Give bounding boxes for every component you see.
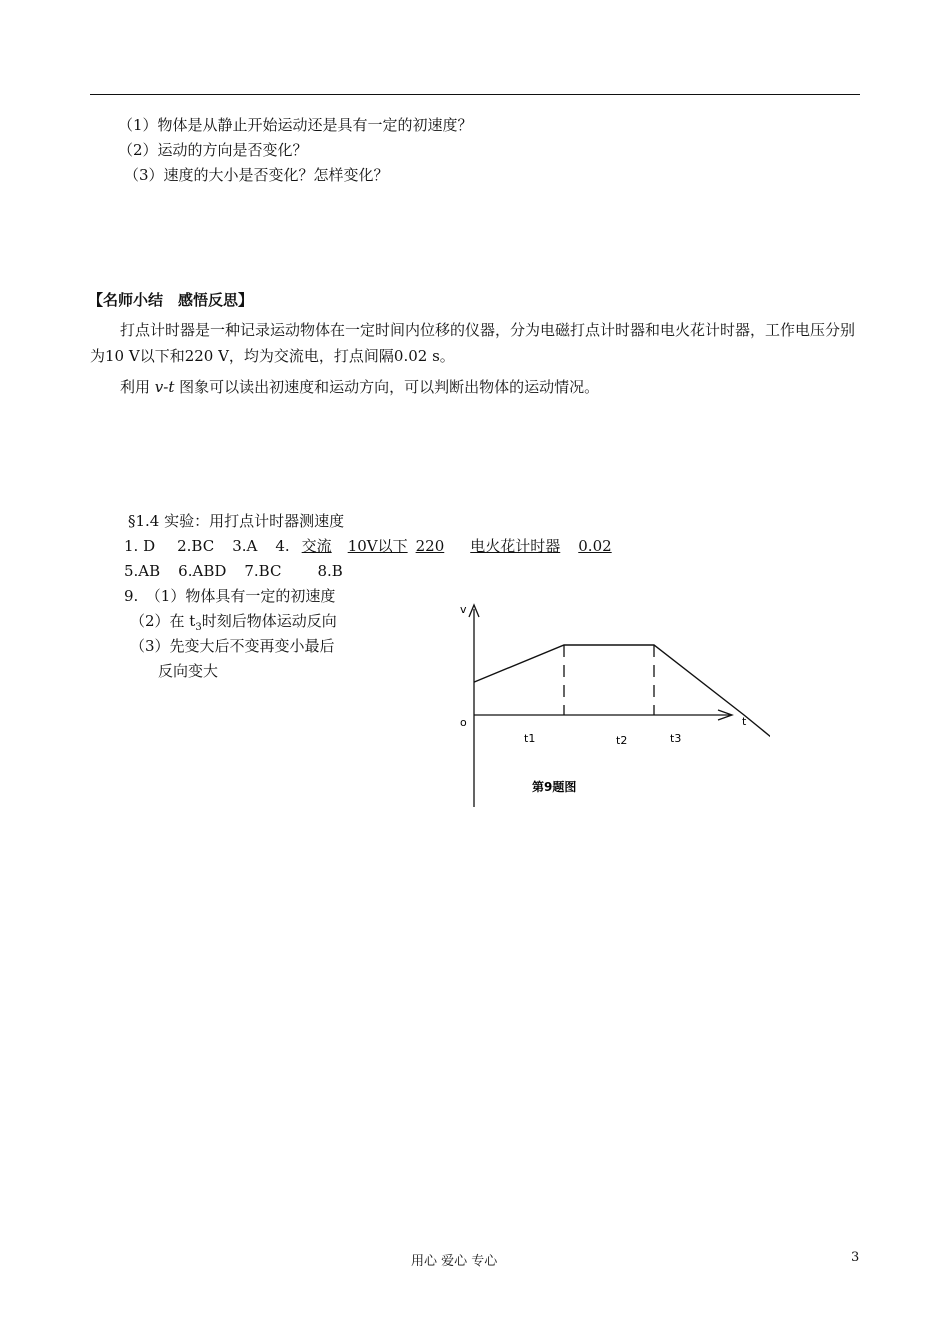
summary-heading: 【名师小结 感悟反思】 [88, 291, 254, 309]
answer-9-line-2 [130, 611, 337, 638]
t2-label: t2 [616, 734, 628, 747]
answer-4-blank-4: 电火花计时器 [470, 537, 561, 555]
answer-4-blank-2: 10V以下 [347, 537, 408, 555]
vt-curve [474, 645, 770, 744]
answer-9-line-3: （3）先变大后不变再变小最后 [130, 637, 335, 655]
answers-section-title: §1.4 实验：用打点计时器测速度 [128, 512, 345, 530]
answer-4-blank-5: 0.02 [578, 537, 612, 555]
answer-5: 5.AB [124, 562, 161, 580]
answer-6: 6.ABD [178, 562, 227, 580]
para2-suffix: 图象可以读出初速度和运动方向，可以判断出物体的运动情况。 [174, 378, 600, 396]
y-axis-label: v [460, 603, 467, 616]
answer-9-line-2-pre: （2）在 t [130, 612, 196, 630]
vt-symbol: v-t [154, 378, 175, 396]
question-3: （3）速度的大小是否变化？怎样变化？ [124, 166, 389, 184]
figure-caption: 第9题图 [532, 780, 577, 794]
summary-paragraph-1: 打点计时器是一种记录运动物体在一定时间内位移的仪器，分为电磁打点计时器和电火花计时器，工作电压分别为10 V以下和220 V，均为交流电，打点间隔0.02 s。 [90, 321, 856, 365]
origin-label: o [460, 716, 467, 729]
answer-2: 2.BC [177, 537, 215, 555]
summary-paragraph-2 [120, 377, 599, 397]
answer-4-lead: 4. [275, 537, 290, 555]
vt-graph-figure [440, 595, 770, 815]
answers-row-2 [124, 561, 343, 581]
answer-8: 8.B [317, 562, 343, 580]
answer-7: 7.BC [244, 562, 282, 580]
answer-1: 1. D [124, 537, 156, 555]
answer-9-line-4: 反向变大 [158, 662, 219, 680]
page-number: 3 [851, 1250, 860, 1265]
answers-row-1 [124, 536, 612, 556]
answer-9-line-2-post: 时刻后物体运动反向 [201, 612, 337, 630]
para2-prefix: 利用 [120, 378, 155, 396]
answer-9-line-1: 9. （1）物体具有一定的初速度 [124, 587, 336, 605]
answer-9-line-2-sub: 3 [195, 622, 202, 633]
answer-4-blank-3: 220 [415, 537, 445, 555]
answer-3: 3.A [232, 537, 258, 555]
t3-label: t3 [670, 732, 682, 745]
footer-motto: 用心 爱心 专心 [411, 1254, 498, 1269]
answer-4-blank-1: 交流 [301, 537, 332, 555]
x-axis-label: t [742, 715, 747, 728]
t1-label: t1 [524, 732, 536, 745]
question-1: （1）物体是从静止开始运动还是具有一定的初速度？ [118, 116, 473, 134]
header-rule [90, 94, 860, 95]
question-2: （2）运动的方向是否变化？ [118, 141, 308, 159]
